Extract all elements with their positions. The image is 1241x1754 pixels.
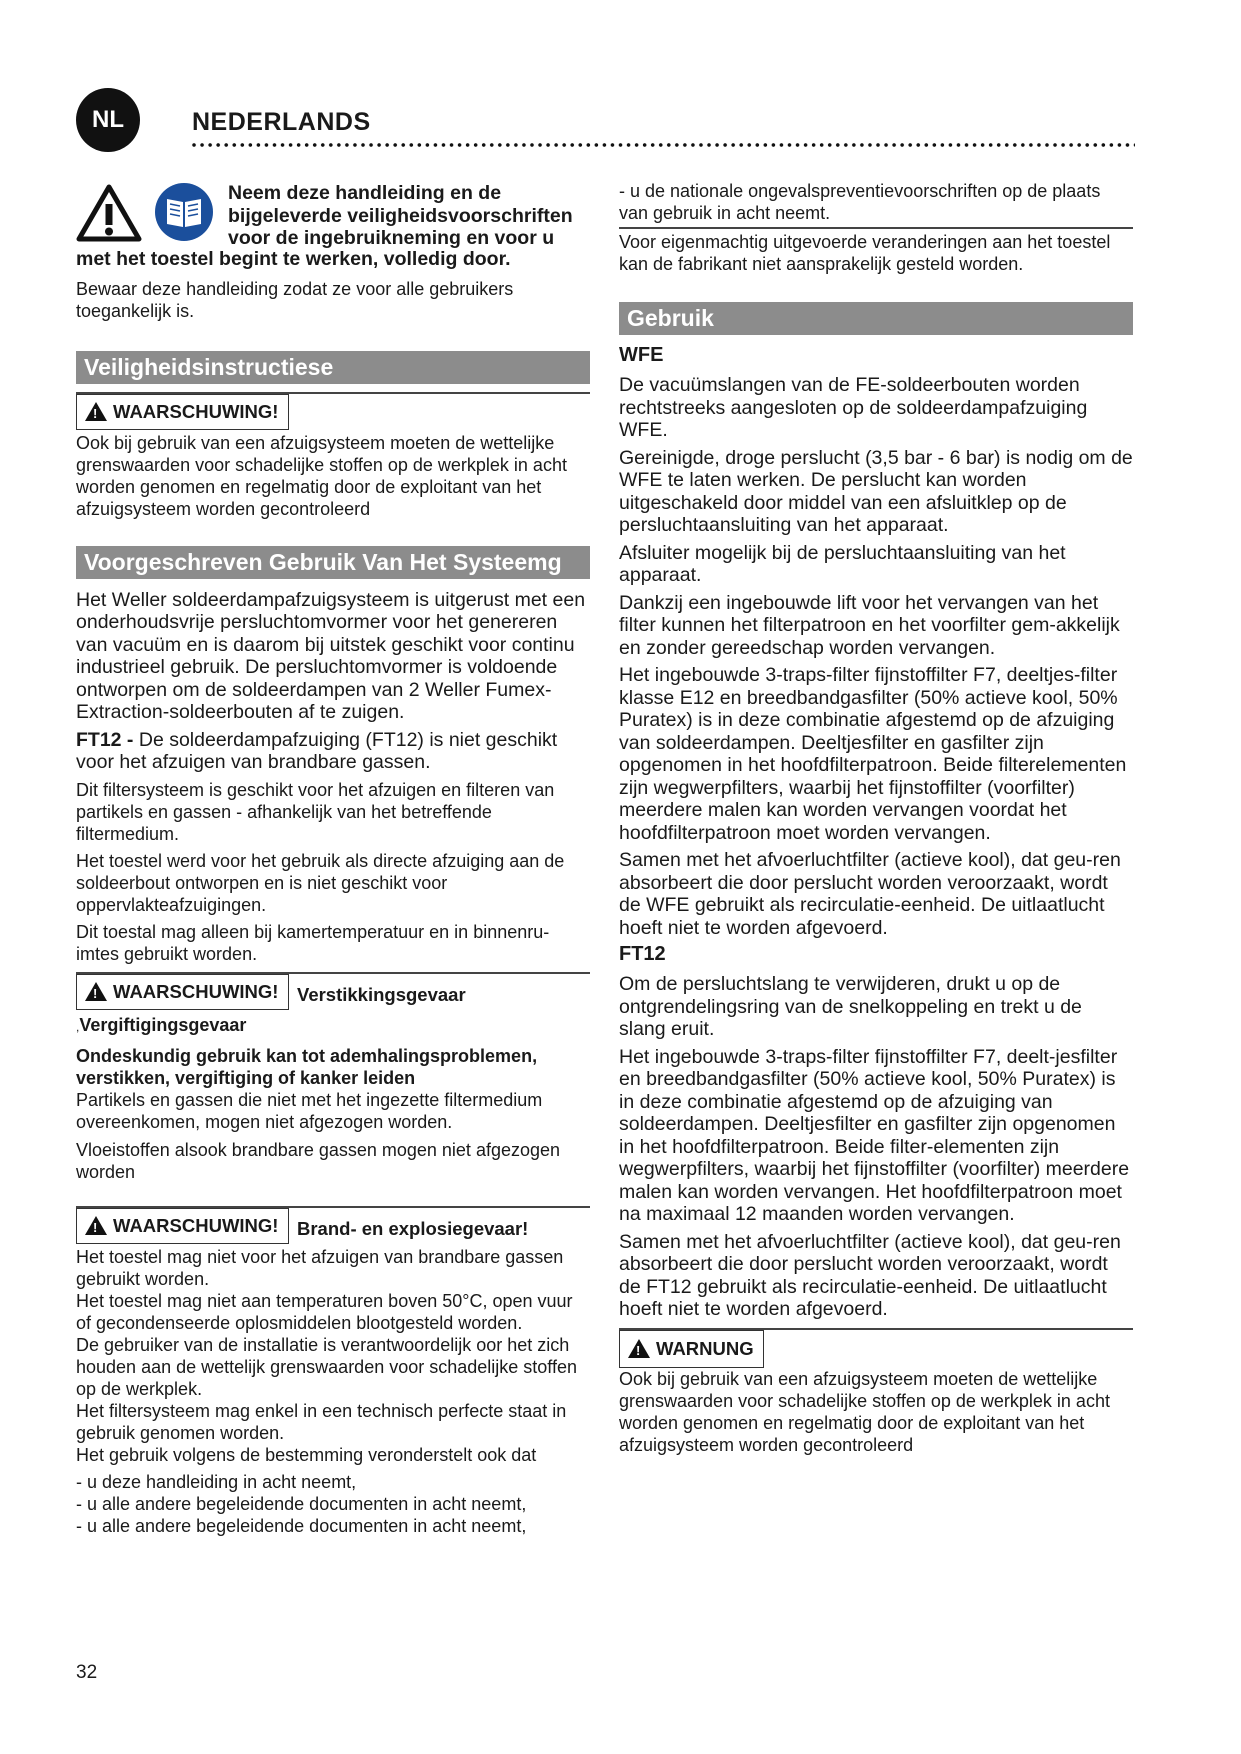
paragraph: Het toestel mag niet aan temperaturen boven 50°C, open vuur of gecondenseerde oplosmiddelen blootgesteld worden. [76, 1290, 573, 1333]
warning-block-1 [76, 392, 590, 432]
paragraph: - u de nationale ongevalspreventievoorschriften op de plaats van gebruik in acht neemt. [619, 181, 1101, 223]
warning-text: Ook bij gebruik van een afzuigsysteem moeten de wettelijke grenswaarden voor schadelijke stoffen op de werkplek in acht worden genomen en regelmatig door de exploitant van het afzuigsysteem worden gecontroleerd [76, 432, 567, 519]
warning-block-right [619, 1328, 1133, 1368]
warning-label-box [76, 974, 289, 1010]
paragraph: Partikels en gassen die niet met het ingezette filtermedium overeenkomen, mogen niet afgezogen worden. [76, 1089, 543, 1132]
intro-icons-block [76, 180, 590, 250]
list-item: - u deze handleiding in acht neemt, [76, 1471, 357, 1492]
warning-label: WAARSCHUWING! [113, 400, 279, 422]
left-column [76, 180, 590, 1537]
paragraph: Het toestel werd voor het gebruik als directe afzuiging aan de soldeerbout ontworpen en is niet geschikt voor oppervlakteafzuigingen. [76, 850, 565, 915]
subheading-ft12: FT12 [619, 943, 666, 965]
paragraph: De vacuümslangen van de FE-soldeerbouten worden rechtstreeks aangesloten op de soldeerdampafzuiging WFE. [619, 374, 1088, 441]
warning-text: Ook bij gebruik van een afzuigsysteem moeten de wettelijke grenswaarden voor schadelijke stoffen op de werkplek in acht worden genomen en regelmatig door de exploitant van het afzuigsysteem worden gecontroleerd [619, 1368, 1110, 1455]
language-badge: NL [76, 88, 140, 152]
warning-label-box [76, 1208, 289, 1244]
list-item: - u alle andere begeleidende documenten in acht neemt, [76, 1515, 527, 1536]
subheading-wfe: WFE [619, 344, 664, 366]
paragraph: Afsluiter mogelijk bij de persluchtaansluiting van het apparaat. [619, 541, 1066, 586]
warning-label: WARNUNG [656, 1337, 754, 1359]
warning-hazard: Verstikkingsgevaar [297, 983, 466, 1005]
section-header-safety: Veiligheidsinstructiese [76, 351, 590, 384]
list-item: - u alle andere begeleidende documenten in acht neemt, [76, 1493, 527, 1514]
ft12-prefix: FT12 - [76, 728, 134, 751]
warning-triangle-icon [76, 184, 142, 242]
warning-triangle-icon [85, 1216, 107, 1235]
paragraph: Dit filtersysteem is geschikt voor het afzuigen en filteren van partikels en gassen - afhankelijk van het betreffende filtermedium. [76, 779, 555, 844]
warning-triangle-icon [628, 1339, 650, 1358]
paragraph: Samen met het afvoerluchtfilter (actieve kool), dat geu-ren absorbeert die door perslucht worden veroorzaakt, wordt de FT12 gebruikt als recirculatie-eenheid. De uitlaatlucht hoeft niet te worden afgevoerd. [619, 1230, 1121, 1320]
warning-subhazard: Vergiftigingsgevaar [79, 1014, 247, 1035]
section-header-intended-use: Voorgeschreven Gebruik Van Het Systeemg [76, 546, 590, 579]
intro-bold-line: voor de ingebruikneming en voor u [228, 227, 555, 249]
intro-text: Bewaar deze handleiding zodat ze voor alle gebruikers toegankelijk is. [76, 278, 514, 321]
warning-label-box [76, 394, 289, 430]
paragraph: Gereinigde, droge perslucht (3,5 bar - 6 bar) is nodig om de WFE te laten werken. De perslucht kan worden uitgeschakeld door middel van een afsluitklep op de persluchtaansluiting van het apparaat. [619, 446, 1133, 536]
warning-block-2 [76, 972, 590, 1012]
paragraph: Het gebruik volgens de bestemming veronderstelt ook dat [76, 1444, 537, 1465]
page-title: NEDERLANDS [192, 108, 371, 136]
comma: , [76, 1019, 80, 1034]
warning-bold-text: Ondeskundig gebruik kan tot ademhalingsproblemen, verstikken, vergiftiging of kanker leiden [76, 1045, 538, 1088]
paragraph-ft12 [76, 729, 590, 774]
paragraph: Dankzij een ingebouwde lift voor het vervangen van het filter kunnen het filterpatroon en het voorfilter gem-akkelijk en zonder gereedschap worden vervangen. [619, 591, 1120, 659]
paragraph: Samen met het afvoerluchtfilter (actieve kool), dat geu-ren absorbeert die door perslucht worden veroorzaakt, wordt de WFE gebruikt als recirculatie-eenheid. De uitlaatlucht hoeft niet te worden afgevoerd. [619, 849, 1121, 939]
right-column [619, 180, 1133, 1456]
warning-triangle-icon [85, 402, 107, 421]
paragraph: Het toestel mag niet voor het afzuigen van brandbare gassen gebruikt worden. [76, 1246, 564, 1289]
warning-label-box [619, 1330, 764, 1368]
paragraph: Het ingebouwde 3-traps-filter fijnstoffilter F7, deelt-jesfilter en breedbandgasfilter (50% actieve kool, 50% Puratex) is in deze combinatie afgestemd op de afzuiging van soldeerdampen. Deeltjesfilter en gasfilter zijn opgenomen in het hoofdfilterpatroon. Beide filter-elementen zijn wegwerpfilters, waarbij het fijnstoffilter (voorfilter) meerdere malen kan worden vervangen. Het hoofdfilterpatroon moet na maximaal 12 maanden worden vervangen. [619, 1045, 1130, 1225]
paragraph: Het filtersysteem mag enkel in een technisch perfecte staat in gebruik genomen worden. [76, 1400, 567, 1443]
warning-block-3 [76, 1206, 590, 1246]
warning-label: WAARSCHUWING! [113, 1214, 279, 1236]
paragraph: De gebruiker van de installatie is verantwoordelijk oor het zich houden aan de wettelijk grenswaarden voor schadelijke stoffen op de werkplek. [76, 1334, 577, 1399]
intro-bold-line: bijgeleverde veiligheidsvoorschriften [228, 204, 573, 227]
requirements-list [76, 1471, 590, 1537]
warning-hazard: Brand- en explosiegevaar! [297, 1217, 529, 1239]
paragraph: Om de persluchtslang te verwijderen, drukt u op de ontgrendelingsring van de snelkoppeling en trekt u de slang eruit. [619, 973, 1082, 1040]
paragraph: Het Weller soldeerdampafzuigsysteem is uitgerust met een onderhoudsvrije persluchtomvormer voor het genereren van vacuüm en is daarom bij uitstek geschikt voor continu industrieel gebruik. De persluchtomvormer is voldoende ontworpen om de soldeerdampen van 2 Weller Fumex-Extraction-soldeerbouten af te zuigen. [76, 588, 586, 723]
paragraph: Dit toestal mag alleen bij kamertemperatuur en in binnenru-imtes gebruikt worden. [76, 921, 550, 964]
manual-book-icon [154, 182, 214, 242]
warning-label: WAARSCHUWING! [113, 980, 279, 1002]
paragraph: Voor eigenmachtig uitgevoerde veranderingen aan het toestel kan de fabrikant niet aansprakelijk gesteld worden. [619, 232, 1111, 274]
intro-bold-line: Neem deze handleiding en de [228, 182, 502, 204]
page-number: 32 [76, 1662, 98, 1683]
paragraph: Vloeistoffen alsook brandbare gassen mogen niet afgezogen worden [76, 1139, 561, 1182]
dotted-divider [190, 142, 1135, 148]
intro-bold-full: met het toestel begint te werken, volledig door. [76, 248, 511, 270]
divider [619, 227, 1133, 229]
section-header-usage: Gebruik [619, 302, 1133, 335]
paragraph: Het ingebouwde 3-traps-filter fijnstoffilter F7, deeltjes-filter klasse E12 en breedbandgasfilter (50% actieve kool, 50% Puratex) is in deze combinatie afgestemd op de afzuiging van soldeerdampen. Deeltjesfilter en gasfilter zijn opgenomen in het hoofdfilterpatroon. Beide filterelementen zijn wegwerpfilters, waarbij het fijnstoffilter (voorfilter) meerdere malen kan worden vervangen voordat het hoofdfilterpatroon moet worden vervangen. [619, 664, 1127, 844]
ft12-text: De soldeerdampafzuiging (FT12) is niet geschikt voor het afzuigen van brandbare gassen. [76, 728, 558, 773]
warning-triangle-icon [85, 982, 107, 1001]
